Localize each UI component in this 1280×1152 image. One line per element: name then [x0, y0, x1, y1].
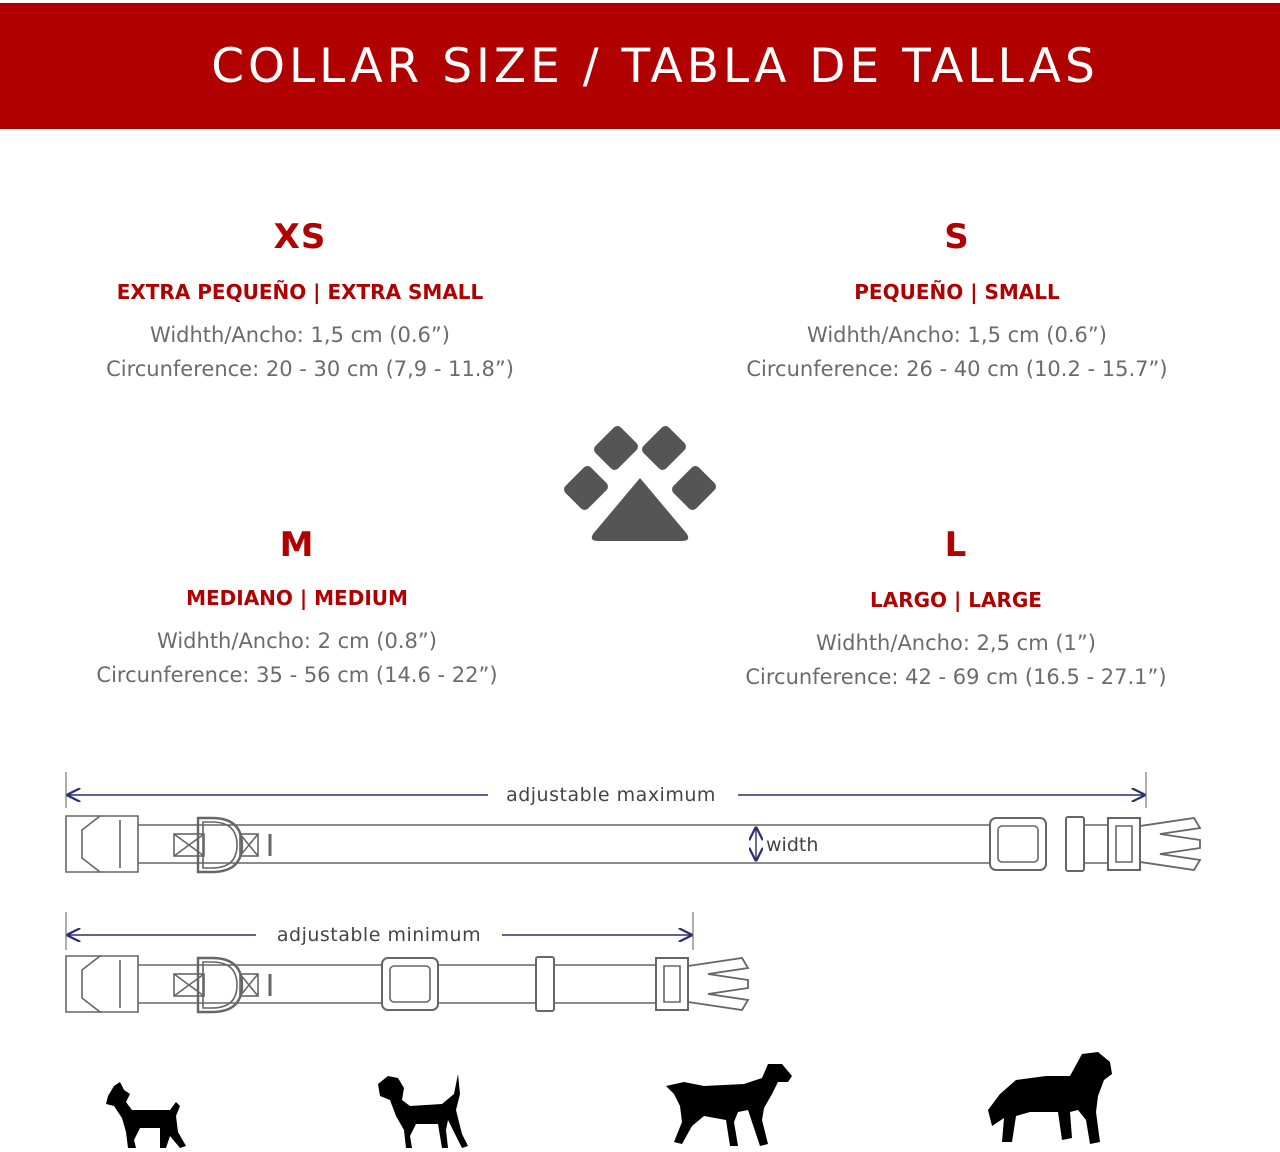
size-name: MEDIANO | MEDIUM	[186, 586, 408, 610]
terrier-silhouette-icon	[100, 1080, 190, 1152]
labrador-silhouette-icon	[664, 1060, 796, 1152]
size-block-s	[657, 217, 1257, 386]
size-width: Widhth/Ancho: 2 cm (0.8”)	[157, 629, 437, 653]
size-width: Widhth/Ancho: 1,5 cm (0.6”)	[807, 323, 1107, 347]
size-circumference: Circunference: 26 - 40 cm (10.2 - 15.7”)	[746, 357, 1168, 381]
page-title: COLLAR SIZE / TABLA DE TALLAS	[211, 38, 1099, 94]
header-banner	[0, 3, 1280, 129]
size-code: L	[944, 525, 968, 565]
paw-icon	[560, 420, 720, 550]
size-code: XS	[273, 217, 327, 257]
large-dog-silhouette-icon	[986, 1050, 1116, 1150]
size-width: Widhth/Ancho: 1,5 cm (0.6”)	[150, 323, 450, 347]
max-collar	[66, 816, 1200, 872]
size-circumference: Circunference: 20 - 30 cm (7,9 - 11.8”)	[106, 357, 514, 381]
pointer-silhouette-icon	[372, 1070, 472, 1152]
min-collar	[66, 956, 748, 1012]
size-name: LARGO | LARGE	[870, 588, 1042, 612]
size-name: PEQUEÑO | SMALL	[854, 280, 1060, 304]
width-label: width	[766, 834, 819, 856]
size-block-l	[656, 525, 1256, 694]
size-code: M	[279, 525, 315, 565]
collar-diagram	[0, 760, 1280, 1030]
size-width: Widhth/Ancho: 2,5 cm (1”)	[816, 631, 1096, 655]
size-block-xs	[0, 217, 600, 386]
max-label: adjustable maximum	[506, 784, 716, 806]
size-circumference: Circunference: 42 - 69 cm (16.5 - 27.1”)	[745, 665, 1167, 689]
size-circumference: Circunference: 35 - 56 cm (14.6 - 22”)	[96, 663, 498, 687]
size-code: S	[944, 217, 970, 257]
size-block-m	[0, 525, 597, 692]
size-name: EXTRA PEQUEÑO | EXTRA SMALL	[116, 280, 484, 304]
min-label: adjustable minimum	[276, 924, 482, 946]
